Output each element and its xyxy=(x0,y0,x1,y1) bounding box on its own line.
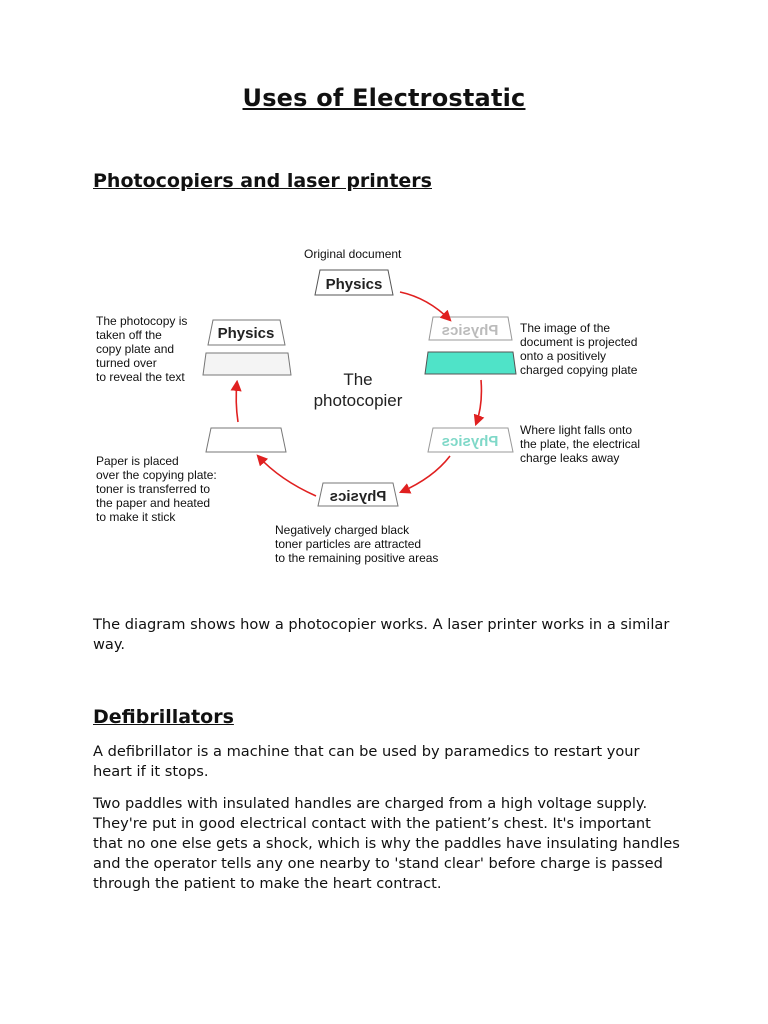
charged-copying-plate xyxy=(425,352,516,374)
photocopy-plate xyxy=(203,320,291,375)
label-image-projected: The image of the document is projected onto a positively charged copying plate xyxy=(520,321,638,377)
label-light-falls: Where light falls onto the plate, the electrical charge leaks away xyxy=(520,423,641,465)
diagram-caption: The diagram shows how a photocopier works. A laser printer works in a similar way. xyxy=(93,616,670,653)
section-heading-photocopiers: Photocopiers and laser printers xyxy=(93,170,432,192)
center-label-line2: photocopier xyxy=(313,391,403,410)
page-title: Uses of Electrostatic xyxy=(242,84,526,112)
arrow-3 xyxy=(401,456,450,492)
defibrillator-details: Two paddles with insulated handles are charged from a high voltage supply. They're put in good electrical contact with the patient’s chest. It's important that no one else gets a shock, which is why the paddles have insulating handles and the operator tells any one nearby to 'stand clear' before charge is passed through the patient to make the heart contract. xyxy=(93,795,680,892)
plate-text-original: Physics xyxy=(325,276,383,293)
light-falls-plate xyxy=(428,428,513,452)
label-toner: Negatively charged black toner particles are attracted to the remaining positive areas xyxy=(275,523,439,565)
label-original-document: Original document xyxy=(304,247,402,261)
plate-text-mirrored-cyan: Physics xyxy=(441,433,499,450)
plate-text-mirrored-faint: Physics xyxy=(441,322,499,339)
arrow-5 xyxy=(236,382,238,422)
arrow-2 xyxy=(476,380,481,424)
toner-plate xyxy=(318,483,398,506)
label-photocopy-taken: The photocopy is taken off the copy plate and turned over to reveal the text xyxy=(96,314,188,384)
photocopier-diagram xyxy=(88,240,688,575)
label-paper-placed: Paper is placed over the copying plate: toner is transferred to the paper and heated to make it stick xyxy=(96,454,217,524)
arrow-4 xyxy=(258,456,316,496)
defibrillator-intro: A defibrillator is a machine that can be used by paramedics to restart your heart if it stops. xyxy=(93,743,640,780)
plate-text-mirrored-black: Physics xyxy=(329,488,387,505)
plate-text-photocopy: Physics xyxy=(217,325,275,342)
paper-plate xyxy=(206,428,286,452)
center-label-line1: The xyxy=(343,370,373,389)
arrow-1 xyxy=(400,292,450,320)
original-document-plate xyxy=(315,270,393,295)
section-heading-defibrillators: Defibrillators xyxy=(93,706,234,728)
projected-image-plate xyxy=(425,317,516,374)
